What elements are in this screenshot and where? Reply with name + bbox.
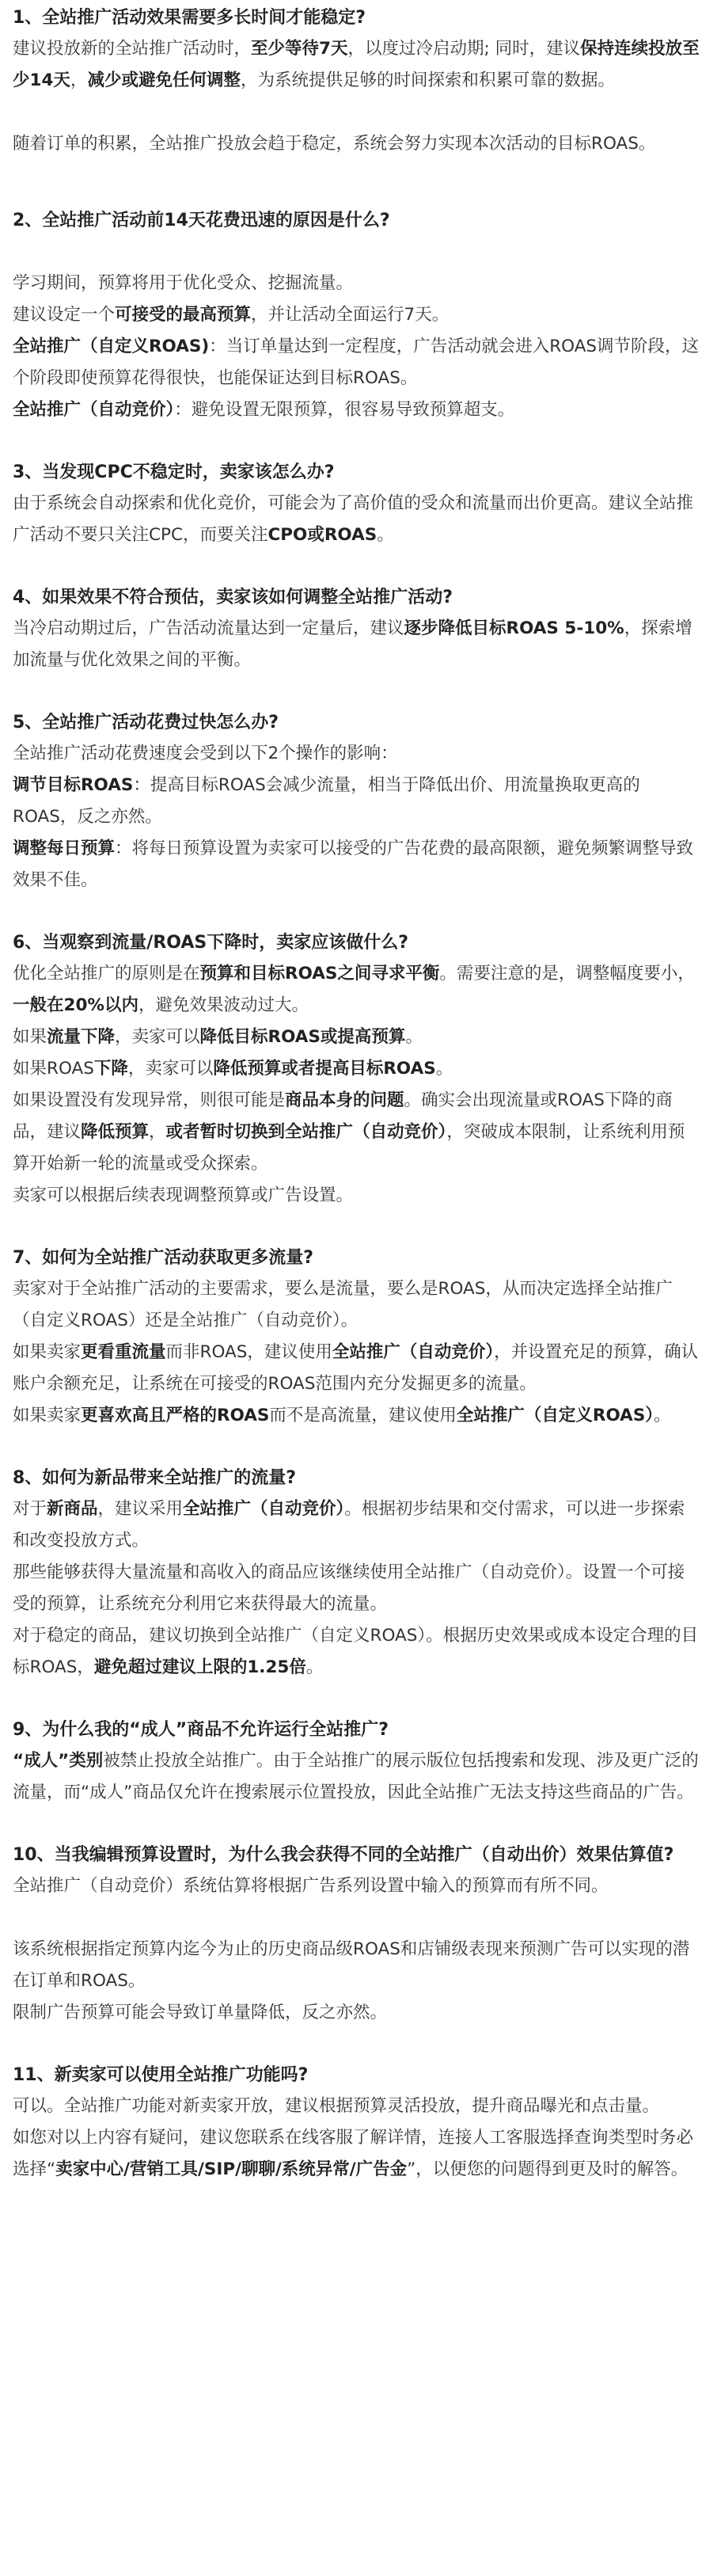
faq-answer-paragraph bbox=[13, 1085, 700, 1180]
answer-text: ，为系统提供足够的时间探索和积累可靠的数据。 bbox=[240, 70, 615, 90]
emphasis-text: 或者暂时切换到全站推广（自动竞价） bbox=[165, 1122, 447, 1142]
answer-text: 如果 bbox=[13, 1027, 47, 1047]
answer-text: 全站推广活动花费速度会受到以下2个操作的影响： bbox=[13, 744, 398, 763]
section-gap bbox=[13, 426, 700, 458]
faq-answer-paragraph bbox=[13, 1053, 700, 1085]
answer-text: ：当订单量达到一定程度，广告活动就会进入ROAS调节阶段，这个阶段即使预算花得很快，也能保证达到目标ROAS。 bbox=[13, 337, 700, 388]
paragraph-gap bbox=[13, 236, 700, 268]
answer-text: 。需要注意的是，调整幅度要小， bbox=[439, 964, 695, 984]
faq-question: 8、如何为新品带来全站推广的流量? bbox=[13, 1468, 297, 1488]
answer-text: 如果ROAS bbox=[13, 1059, 94, 1079]
emphasis-text: 保持连续投放至少14天 bbox=[13, 39, 700, 90]
faq-question: 5、全站推广活动花费过快怎么办? bbox=[13, 713, 279, 732]
faq-answer-paragraph bbox=[13, 33, 700, 97]
answer-text: ，以度过冷启动期; 同时，建议 bbox=[347, 39, 581, 59]
answer-text: ，并让活动全面运行7天。 bbox=[251, 305, 450, 325]
section-gap bbox=[13, 1809, 700, 1840]
faq-section bbox=[13, 583, 700, 676]
answer-text: 。 bbox=[305, 1657, 324, 1677]
answer-text: 如果设置没有发现异常，则很可能是 bbox=[13, 1090, 286, 1110]
faq-question: 9、为什么我的“成人”商品不允许运行全站推广? bbox=[13, 1720, 389, 1740]
emphasis-text: 新商品 bbox=[47, 1499, 98, 1519]
answer-text: 。 bbox=[435, 1059, 453, 1079]
emphasis-text: 全站推广（自动竞价） bbox=[332, 1342, 495, 1362]
faq-question: 7、如何为全站推广活动获取更多流量? bbox=[13, 1248, 314, 1268]
emphasis-text: 全站推广（自定义ROAS) bbox=[13, 337, 210, 356]
faq-answer-paragraph bbox=[13, 958, 700, 1022]
faq-answer-paragraph bbox=[13, 268, 700, 299]
answer-text: 随着订单的积累，全站推广投放会趋于稳定，系统会努力实现本次活动的目标ROAS。 bbox=[13, 134, 656, 154]
answer-text: ，建议采用 bbox=[97, 1499, 184, 1519]
faq-answer-paragraph bbox=[13, 1557, 700, 1620]
faq-answer-paragraph bbox=[13, 1337, 700, 1400]
answer-text: 对于稳定的商品，建议切换到全站推广（自定义ROAS）。根据历史效果或成本设定合理的目标ROAS， bbox=[13, 1626, 699, 1677]
emphasis-text: 全站推广（自定义ROAS） bbox=[456, 1406, 654, 1425]
emphasis-text: 预算和目标ROAS之间寻求平衡 bbox=[199, 964, 440, 984]
answer-text: 可以。全站推广功能对新卖家开放，建议根据预算灵活投放，提升商品曝光和点击量。 bbox=[13, 2096, 660, 2116]
faq-question: 4、如果效果不符合预估，卖家该如何调整全站推广活动? bbox=[13, 588, 453, 607]
faq-section bbox=[13, 1840, 700, 2029]
answer-text: ，卖家可以 bbox=[127, 1059, 214, 1079]
answer-text: ，并设置充足的预算，确认账户余额充足，让系统在可接受的ROAS范围内充分发掘更多的流量。 bbox=[13, 1342, 699, 1394]
emphasis-text: “成人”类别 bbox=[13, 1751, 104, 1771]
answer-text: 如果卖家 bbox=[13, 1406, 82, 1425]
answer-text: 而不是高流量，建议使用 bbox=[269, 1406, 457, 1425]
section-gap bbox=[13, 1212, 700, 1243]
answer-text: ， bbox=[70, 70, 88, 90]
answer-text: 建议设定一个 bbox=[13, 305, 116, 325]
answer-text: ，探索增加流量与优化效果之间的平衡。 bbox=[13, 618, 692, 670]
section-gap bbox=[13, 2029, 700, 2060]
emphasis-text: 调节目标ROAS bbox=[13, 775, 134, 795]
answer-text: 全站推广（自动竞价）系统估算将根据广告系列设置中输入的预算而有所不同。 bbox=[13, 1876, 609, 1896]
answer-text: 。根据初步结果和交付需求，可以进一步探索和改变投放方式。 bbox=[13, 1499, 685, 1551]
section-gap bbox=[13, 1684, 700, 1715]
answer-text: 优化全站推广的原则是在 bbox=[13, 964, 200, 984]
answer-text: 由于系统会自动探索和优化竞价，可能会为了高价值的受众和流量而出价更高。建议全站推广活动不要只关注CPC，而要关注 bbox=[13, 493, 694, 545]
faq-answer-paragraph bbox=[13, 394, 700, 426]
faq-question: 3、当发现CPC不稳定时，卖家该怎么办? bbox=[13, 462, 335, 482]
answer-text: ：提高目标ROAS会减少流量，相当于降低出价、用流量换取更高的ROAS，反之亦然。 bbox=[13, 775, 640, 827]
faq-answer-paragraph bbox=[13, 1493, 700, 1557]
emphasis-text: 降低预算 bbox=[81, 1122, 150, 1142]
answer-text: ”，以便您的问题得到更及时的解答。 bbox=[407, 2159, 689, 2179]
faq-answer-paragraph bbox=[13, 299, 700, 331]
faq-answer-paragraph bbox=[13, 738, 700, 770]
emphasis-text: 减少或避免任何调整 bbox=[87, 70, 241, 90]
answer-text: ：避免设置无限预算，很容易导致预算超支。 bbox=[174, 400, 515, 420]
answer-text: 而非ROAS，建议使用 bbox=[165, 1342, 332, 1362]
answer-text: 如果卖家 bbox=[13, 1342, 82, 1362]
faq-answer-paragraph bbox=[13, 2091, 700, 2122]
emphasis-text: 降低目标ROAS或提高预算 bbox=[199, 1027, 406, 1047]
emphasis-text: 至少等待7天 bbox=[251, 39, 348, 59]
answer-text: 卖家对于全站推广活动的主要需求，要么是流量，要么是ROAS，从而决定选择全站推广（自定义ROAS）还是全站推广（自动竞价）。 bbox=[13, 1279, 673, 1330]
faq-section bbox=[13, 1463, 700, 1684]
section-gap bbox=[13, 551, 700, 583]
faq-question: 6、当观察到流量/ROAS下降时，卖家应该做什么? bbox=[13, 933, 409, 953]
answer-text: 该系统根据指定预算内迄今为止的历史商品级ROAS和店铺级表现来预测广告可以实现的潜在订单和ROAS。 bbox=[13, 1939, 690, 1991]
faq-answer-paragraph bbox=[13, 1870, 700, 1902]
faq-section bbox=[13, 458, 700, 551]
answer-text: 建议投放新的全站推广活动时， bbox=[13, 39, 252, 59]
faq-answer-paragraph bbox=[13, 1997, 700, 2029]
emphasis-text: 降低预算或者提高目标ROAS bbox=[213, 1059, 436, 1079]
emphasis-text: 下降 bbox=[93, 1059, 128, 1079]
faq-answer-paragraph bbox=[13, 613, 700, 676]
emphasis-text: 可接受的最高预算 bbox=[115, 305, 252, 325]
emphasis-text: 全站推广（自动竞价） bbox=[183, 1499, 345, 1519]
answer-text: 卖家可以根据后续表现调整预算或广告设置。 bbox=[13, 1185, 354, 1205]
faq-answer-paragraph bbox=[13, 770, 700, 833]
section-gap bbox=[13, 896, 700, 928]
faq-section bbox=[13, 3, 700, 160]
answer-text: 对于 bbox=[13, 1499, 47, 1519]
answer-text: 那些能够获得大量流量和高收入的商品应该继续使用全站推广（自动竞价）。设置一个可接受的预算，让系统充分利用它来获得最大的流量。 bbox=[13, 1562, 685, 1614]
emphasis-text: 商品本身的问题 bbox=[285, 1090, 404, 1110]
faq-answer-paragraph bbox=[13, 1620, 700, 1684]
faq-answer-paragraph bbox=[13, 1400, 700, 1432]
emphasis-text: 更看重流量 bbox=[81, 1342, 166, 1362]
answer-text: 被禁止投放全站推广。由于全站推广的展示版位包括搜索和发现、涉及更广泛的流量，而“成人”商品仅允许在搜索展示位置投放，因此全站推广无法支持这些商品的广告。 bbox=[13, 1751, 699, 1802]
answer-text: 如您对以上内容有疑问，建议您联系在线客服了解详情，连接人工客服选择查询类型时务必选择“ bbox=[13, 2128, 694, 2179]
faq-question: 1、全站推广活动效果需要多长时间才能稳定? bbox=[13, 8, 366, 28]
faq-section bbox=[13, 708, 700, 896]
answer-text: 。 bbox=[654, 1406, 671, 1425]
answer-text: ，卖家可以 bbox=[115, 1027, 200, 1047]
answer-text: 。确实会出现流量或ROAS下降的商品，建议 bbox=[13, 1090, 673, 1142]
answer-text: 当冷启动期过后，广告活动流量达到一定量后，建议 bbox=[13, 618, 404, 638]
answer-text: ：将每日预算设置为卖家可以接受的广告花费的最高限额，避免频繁调整导致效果不佳。 bbox=[13, 839, 694, 890]
faq-question: 11、新卖家可以使用全站推广功能吗? bbox=[13, 2065, 309, 2085]
faq-question: 2、全站推广活动前14天花费迅速的原因是什么? bbox=[13, 211, 390, 230]
paragraph-gap bbox=[13, 97, 700, 128]
faq-section bbox=[13, 2060, 700, 2186]
emphasis-text: 避免超过建议上限的1.25倍 bbox=[93, 1657, 306, 1677]
faq-answer-paragraph bbox=[13, 488, 700, 551]
answer-text: ，突破成本限制，让系统利用预算开始新一轮的流量或受众探索。 bbox=[13, 1122, 685, 1174]
emphasis-text: 更喜欢高且严格的ROAS bbox=[81, 1406, 270, 1425]
faq-answer-paragraph bbox=[13, 1022, 700, 1053]
faq-answer-paragraph bbox=[13, 1180, 700, 1212]
faq-section bbox=[13, 1243, 700, 1432]
faq-answer-paragraph bbox=[13, 1934, 700, 1997]
faq-answer-paragraph bbox=[13, 331, 700, 394]
answer-text: 。 bbox=[405, 1027, 423, 1047]
answer-text: ，避免效果波动过大。 bbox=[138, 995, 309, 1015]
section-gap bbox=[13, 1432, 700, 1463]
emphasis-text: 逐步降低目标ROAS 5-10% bbox=[404, 618, 624, 638]
faq-answer-paragraph bbox=[13, 1273, 700, 1337]
section-gap bbox=[13, 676, 700, 708]
answer-text: ， bbox=[149, 1122, 166, 1142]
faq-section bbox=[13, 928, 700, 1212]
faq-answer-paragraph bbox=[13, 833, 700, 896]
faq-section bbox=[13, 1715, 700, 1809]
emphasis-text: 卖家中心/营销工具/SIP/聊聊/系统异常/广告金 bbox=[55, 2159, 408, 2179]
answer-text: 学习期间，预算将用于优化受众、挖掘流量。 bbox=[13, 273, 354, 293]
faq-question: 10、当我编辑预算设置时，为什么我会获得不同的全站推广（自动出价）效果估算值? bbox=[13, 1845, 674, 1865]
faq-section bbox=[13, 206, 700, 426]
faq-answer-paragraph bbox=[13, 128, 700, 160]
emphasis-text: 一般在20%以内 bbox=[13, 995, 138, 1015]
emphasis-text: 流量下降 bbox=[47, 1027, 116, 1047]
faq-answer-paragraph bbox=[13, 2122, 700, 2186]
answer-text: 。 bbox=[377, 525, 394, 545]
answer-text: 限制广告预算可能会导致订单量降低，反之亦然。 bbox=[13, 2003, 388, 2022]
emphasis-text: 调整每日预算 bbox=[13, 839, 116, 858]
faq-answer-paragraph bbox=[13, 1745, 700, 1809]
section-gap bbox=[13, 160, 700, 206]
emphasis-text: CPO或ROAS bbox=[267, 525, 377, 545]
emphasis-text: 全站推广（自动竞价） bbox=[13, 400, 175, 420]
paragraph-gap bbox=[13, 1902, 700, 1934]
